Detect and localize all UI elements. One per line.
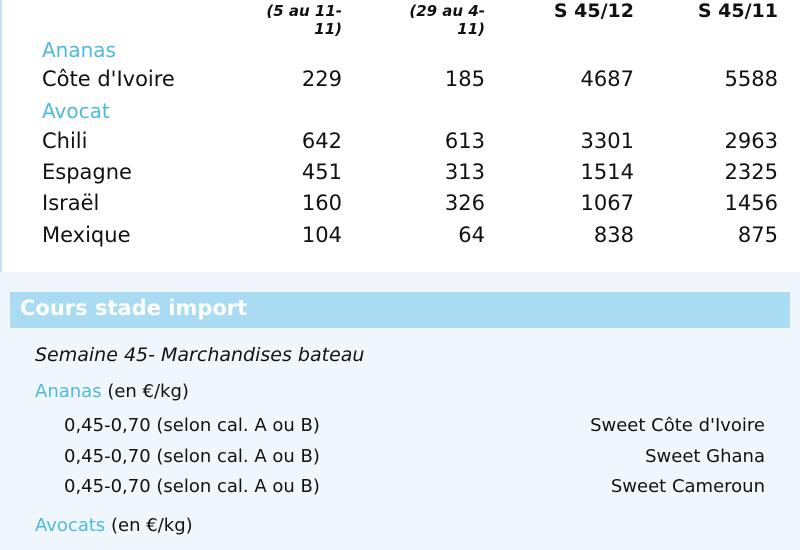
row-label-espagne: Espagne [42,160,132,184]
col-header-current-week: (5 au 11-11) [266,2,342,38]
week-subtitle: Semaine 45- Marchandises bateau [35,344,365,366]
table-cell: 326 [444,191,485,215]
table-cell: 1067 [580,191,634,215]
table-cell: 185 [444,67,485,91]
col-header-s45-12: S 45/12 [553,0,634,22]
section-header-band [10,292,790,328]
product-name: Ananas [35,381,102,402]
table-cell: 5588 [724,67,778,91]
origin-label: Sweet Cameroun [610,476,765,497]
product-name: Avocats [35,515,106,536]
product-heading-ananas [35,381,189,402]
table-cell: 229 [301,67,342,91]
col-header-s45-11: S 45/11 [697,0,778,22]
table-cell: 104 [301,223,342,247]
row-label-cote-divoire: Côte d'Ivoire [42,67,175,91]
table-cell: 3301 [580,129,634,153]
table-cell: 64 [458,223,485,247]
table-cell: 613 [444,129,485,153]
price-range: 0,45-0,70 (selon cal. A ou B) [64,476,320,497]
row-label-israel: Israël [42,191,100,215]
table-cell: 451 [301,160,342,184]
table-cell: 160 [301,191,342,215]
table-cell: 313 [444,160,485,184]
section-title: Cours stade import [20,296,248,320]
product-unit: (en €/kg) [111,515,193,536]
row-label-chili: Chili [42,129,88,153]
table-cell: 838 [593,223,634,247]
row-label-mexique: Mexique [42,223,131,247]
category-ananas: Ananas [42,38,116,62]
table-cell: 875 [737,223,778,247]
table-cell: 1514 [580,160,634,184]
volumes-table [0,0,800,272]
col-header-previous-week: (29 au 4-11) [409,2,485,38]
table-cell: 1456 [724,191,778,215]
category-avocat: Avocat [42,99,110,123]
price-range: 0,45-0,70 (selon cal. A ou B) [64,415,320,436]
table-cell: 4687 [580,67,634,91]
table-cell: 2963 [724,129,778,153]
product-heading-avocats [35,515,193,536]
price-range: 0,45-0,70 (selon cal. A ou B) [64,446,320,467]
origin-label: Sweet Côte d'Ivoire [590,415,765,436]
table-cell: 2325 [724,160,778,184]
table-cell: 642 [301,129,342,153]
origin-label: Sweet Ghana [645,446,765,467]
product-unit: (en €/kg) [107,381,189,402]
